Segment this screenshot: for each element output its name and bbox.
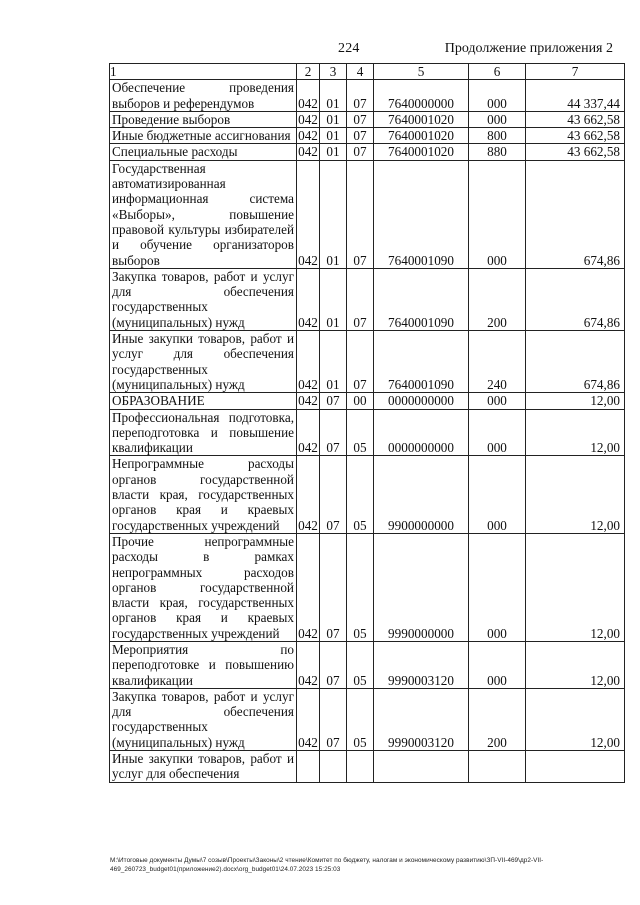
row-expense-type: 200 bbox=[469, 268, 526, 330]
row-section-code: 07 bbox=[320, 456, 347, 533]
row-name: Профессиональная подготовка, переподготовка и повышение квалификации bbox=[110, 409, 297, 456]
row-expense-type: 000 bbox=[469, 641, 526, 688]
row-section-code: 01 bbox=[320, 111, 347, 127]
row-target-article: 0000000000 bbox=[374, 393, 469, 409]
row-amount: 12,00 bbox=[526, 641, 625, 688]
row-amount: 12,00 bbox=[526, 533, 625, 641]
row-target-article: 7640001020 bbox=[374, 128, 469, 144]
column-header-6: 6 bbox=[469, 64, 526, 80]
row-ved-code: 042 bbox=[298, 393, 318, 409]
row-target-article: 7640000000 bbox=[374, 80, 469, 112]
table-row bbox=[110, 456, 625, 533]
row-name: Мероприятия по переподготовке и повышению квалификации bbox=[110, 641, 297, 688]
row-subsection-code bbox=[347, 751, 374, 783]
column-header-7: 7 bbox=[526, 64, 625, 80]
row-target-article: 7640001090 bbox=[374, 331, 469, 393]
row-target-article: 9900000000 bbox=[374, 456, 469, 533]
row-target-article: 7640001020 bbox=[374, 144, 469, 160]
row-name: Государственная автоматизированная информационная система «Выборы», повышение правовой культуры избирателей и обучение организаторов выборов bbox=[110, 160, 297, 268]
table-row bbox=[110, 533, 625, 641]
row-ved-code: 042 bbox=[297, 533, 320, 641]
table-row bbox=[110, 268, 625, 330]
row-section-code: 01 bbox=[320, 331, 347, 393]
table-row bbox=[110, 80, 625, 112]
table-row bbox=[110, 751, 625, 783]
row-target-article: 7640001090 bbox=[374, 268, 469, 330]
row-amount: 44 337,44 bbox=[526, 80, 625, 112]
row-ved-code: 042 bbox=[297, 331, 320, 393]
table-row bbox=[110, 160, 625, 268]
row-amount: 12,00 bbox=[526, 393, 625, 409]
row-expense-type: 000 bbox=[469, 409, 526, 456]
row-ved-code bbox=[297, 751, 320, 783]
row-ved-code: 042 bbox=[297, 160, 320, 268]
row-amount: 43 662,58 bbox=[526, 111, 625, 127]
row-amount: 674,86 bbox=[526, 268, 625, 330]
row-ved-code: 042 bbox=[298, 128, 318, 144]
row-subsection-code: 00 bbox=[347, 393, 374, 409]
row-ved-code: 042 bbox=[297, 80, 320, 112]
row-name: Закупка товаров, работ и услуг для обеспечения государственных (муниципальных) нужд bbox=[110, 688, 297, 750]
row-subsection-code: 05 bbox=[347, 409, 374, 456]
row-expense-type: 000 bbox=[469, 456, 526, 533]
row-expense-type: 800 bbox=[469, 128, 526, 144]
row-target-article: 7640001020 bbox=[374, 111, 469, 127]
row-target-article: 9990000000 bbox=[374, 533, 469, 641]
row-amount bbox=[526, 751, 625, 783]
row-ved-code: 042 bbox=[298, 111, 318, 127]
row-target-article: 9990003120 bbox=[374, 688, 469, 750]
row-name: Закупка товаров, работ и услуг для обеспечения государственных (муниципальных) нужд bbox=[110, 268, 297, 330]
row-amount: 674,86 bbox=[526, 160, 625, 268]
row-subsection-code: 07 bbox=[347, 331, 374, 393]
table-row bbox=[110, 393, 625, 409]
row-name: Проведение выборов bbox=[110, 111, 297, 127]
row-target-article: 7640001090 bbox=[374, 160, 469, 268]
row-amount: 12,00 bbox=[526, 688, 625, 750]
table-row bbox=[110, 144, 625, 160]
column-header-4: 4 bbox=[347, 64, 374, 80]
column-header-5: 5 bbox=[374, 64, 469, 80]
row-subsection-code: 05 bbox=[347, 456, 374, 533]
row-expense-type: 000 bbox=[469, 533, 526, 641]
row-amount: 43 662,58 bbox=[526, 128, 625, 144]
row-expense-type bbox=[469, 751, 526, 783]
page-number: 224 bbox=[338, 41, 360, 56]
row-name: Иные бюджетные ассигнования bbox=[110, 128, 297, 144]
column-header-3: 3 bbox=[320, 64, 347, 80]
row-subsection-code: 07 bbox=[347, 144, 374, 160]
row-name: Специальные расходы bbox=[110, 144, 297, 160]
file-path-footer: М:\Итоговые документы Думы\7 созыв\Проекты\Законы\2 чтение\Комитет по бюджету, налогам и экономическому развитию\ЗП-VII-469\др2-VII-469_260723_budget01(приложение2).docx\org_budget01\24.07.2023 15:25:03 bbox=[110, 857, 544, 873]
row-subsection-code: 05 bbox=[347, 641, 374, 688]
row-expense-type: 000 bbox=[469, 80, 526, 112]
row-ved-code: 042 bbox=[298, 144, 318, 160]
row-name: Иные закупки товаров, работ и услуг для обеспечения bbox=[110, 751, 297, 783]
row-subsection-code: 07 bbox=[347, 128, 374, 144]
table-row bbox=[110, 111, 625, 127]
row-amount: 12,00 bbox=[526, 456, 625, 533]
table-row bbox=[110, 688, 625, 750]
row-ved-code: 042 bbox=[297, 641, 320, 688]
row-section-code: 01 bbox=[320, 128, 347, 144]
row-subsection-code: 07 bbox=[347, 160, 374, 268]
budget-table bbox=[109, 63, 625, 783]
row-section-code: 07 bbox=[320, 533, 347, 641]
row-name: Иные закупки товаров, работ и услуг для обеспечения государственных (муниципальных) нужд bbox=[110, 331, 297, 393]
row-amount: 12,00 bbox=[526, 409, 625, 456]
row-target-article bbox=[374, 751, 469, 783]
row-subsection-code: 07 bbox=[347, 111, 374, 127]
table-row bbox=[110, 409, 625, 456]
row-expense-type: 200 bbox=[469, 688, 526, 750]
row-ved-code: 042 bbox=[297, 456, 320, 533]
row-target-article: 9990003120 bbox=[374, 641, 469, 688]
row-section-code: 07 bbox=[320, 409, 347, 456]
column-number-header bbox=[110, 64, 625, 80]
row-section-code bbox=[320, 751, 347, 783]
row-subsection-code: 07 bbox=[347, 268, 374, 330]
table-row bbox=[110, 331, 625, 393]
row-section-code: 07 bbox=[320, 641, 347, 688]
row-target-article: 0000000000 bbox=[374, 409, 469, 456]
row-expense-type: 000 bbox=[469, 160, 526, 268]
row-section-code: 07 bbox=[320, 688, 347, 750]
row-section-code: 01 bbox=[320, 80, 347, 112]
column-header-2: 2 bbox=[297, 64, 320, 80]
row-section-code: 01 bbox=[320, 144, 347, 160]
row-name: Обеспечение проведения выборов и референдумов bbox=[110, 80, 297, 112]
row-ved-code: 042 bbox=[297, 688, 320, 750]
row-name: Прочие непрограммные расходы в рамках непрограммных расходов органов государственной власти края, государственных органов края и краевых государственных учреждений bbox=[110, 533, 297, 641]
row-expense-type: 000 bbox=[469, 111, 526, 127]
row-amount: 674,86 bbox=[526, 331, 625, 393]
table-row bbox=[110, 128, 625, 144]
column-header-1: 1 bbox=[110, 64, 297, 80]
table-row bbox=[110, 641, 625, 688]
row-section-code: 01 bbox=[320, 268, 347, 330]
row-subsection-code: 07 bbox=[347, 80, 374, 112]
row-section-code: 07 bbox=[320, 393, 347, 409]
row-name: ОБРАЗОВАНИЕ bbox=[110, 393, 297, 409]
row-name: Непрограммные расходы органов государственной власти края, государственных органов края и краевых государственных учреждений bbox=[110, 456, 297, 533]
row-expense-type: 880 bbox=[469, 144, 526, 160]
row-section-code: 01 bbox=[320, 160, 347, 268]
continuation-label: Продолжение приложения 2 bbox=[444, 41, 613, 56]
row-expense-type: 000 bbox=[469, 393, 526, 409]
row-ved-code: 042 bbox=[297, 268, 320, 330]
row-amount: 43 662,58 bbox=[526, 144, 625, 160]
row-subsection-code: 05 bbox=[347, 533, 374, 641]
row-ved-code: 042 bbox=[297, 409, 320, 456]
row-subsection-code: 05 bbox=[347, 688, 374, 750]
row-expense-type: 240 bbox=[469, 331, 526, 393]
